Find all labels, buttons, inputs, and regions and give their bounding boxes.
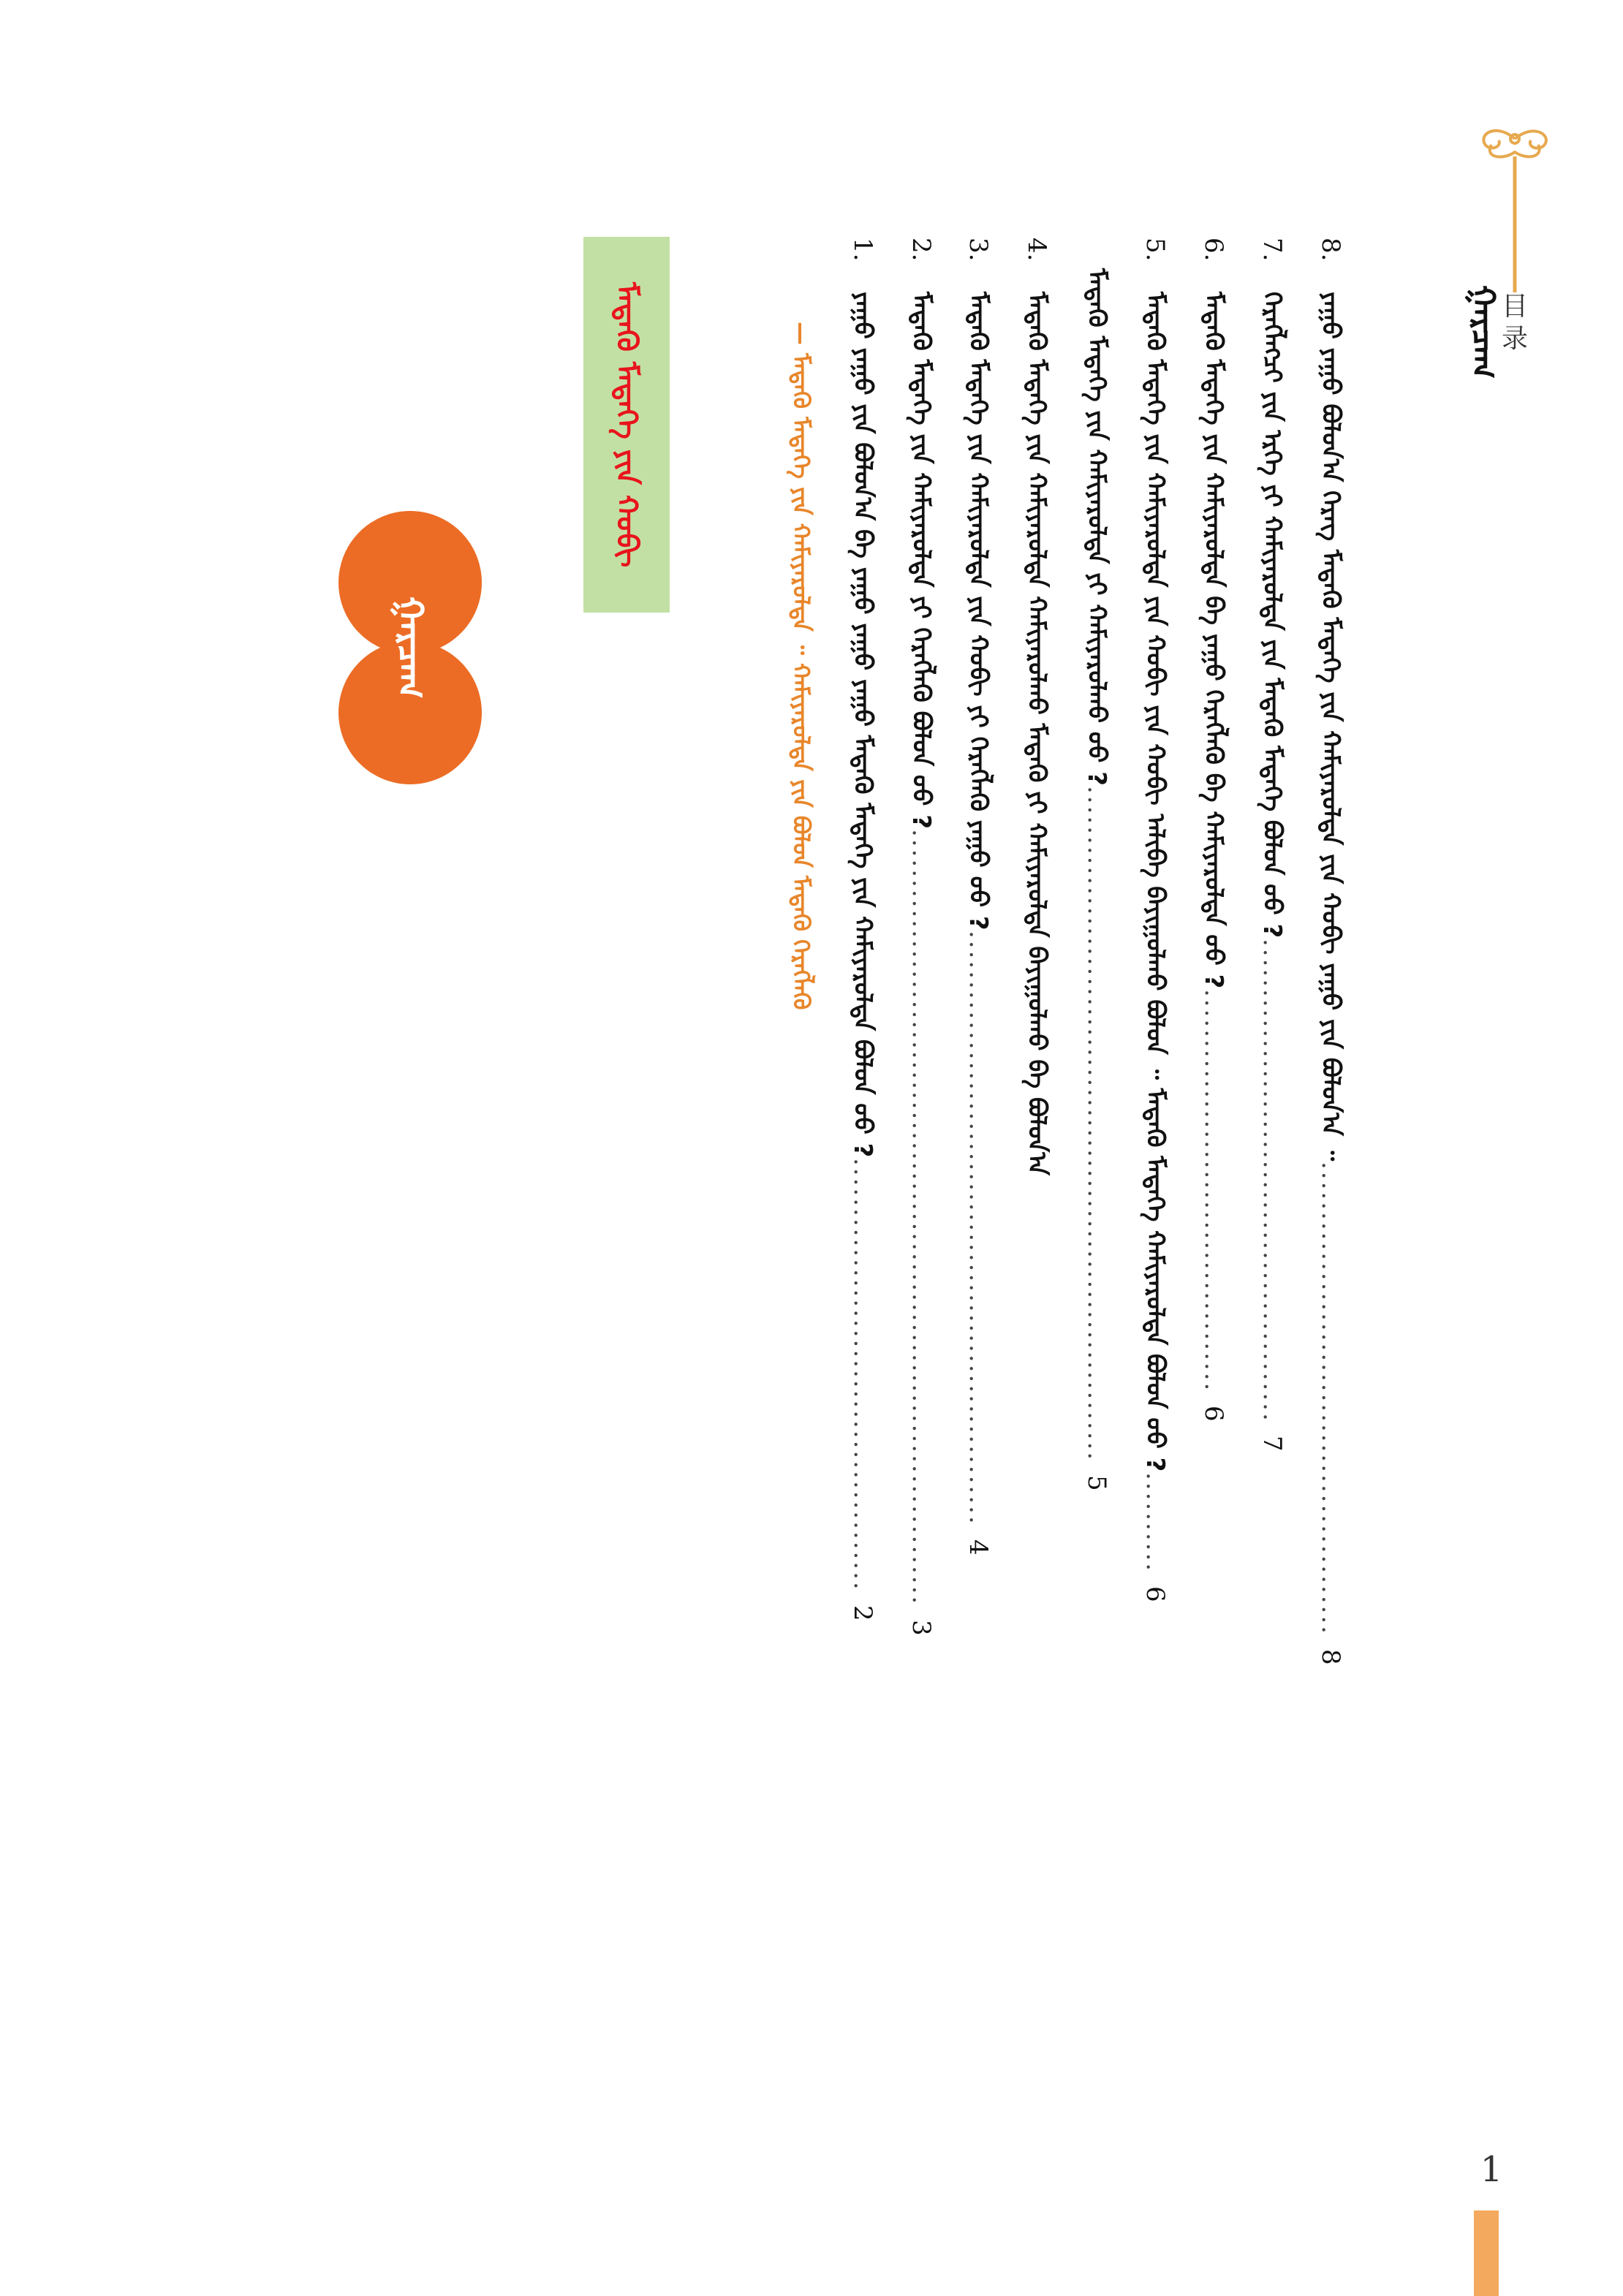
toc-entry-page: 4 <box>964 1539 993 1556</box>
toc-leader-dots: ........................................................... <box>964 931 993 1526</box>
toc-entry[interactable] <box>1075 238 1119 2087</box>
toc-leader-dots: ........................................ <box>1199 988 1228 1393</box>
toc-leader-dots: .......... <box>1140 1471 1170 1573</box>
toc-entry[interactable] <box>1192 238 1236 2087</box>
header-ornament-icon <box>1462 117 1565 307</box>
toc-entry-number: 6. <box>1199 238 1228 262</box>
toc-entry[interactable] <box>956 238 1000 2087</box>
toc-leader-dots: ................................................ <box>1257 938 1287 1423</box>
toc-entry-title: ᠮᠡᠳᠡᠬᠦ ᠮᠡᠳᠡᠭᠡ ᠶᠢᠨ ᠬᠠᠮᠢᠶᠠᠷᠤᠯᠲᠠ ᠪᠠ ᠶᠠᠭᠤ ᠬᠡᠷᠡᠭᠯᠡᠬᠦ ᠪᠡ ᠬᠠᠮᠢᠶᠠᠷᠤᠯᠲᠠ ᠤᠤ ? <box>1199 292 1228 989</box>
toc-entry-number: 7. <box>1257 238 1287 262</box>
page-number: 1 <box>1480 2149 1503 2190</box>
toc-entry[interactable] <box>1015 238 1059 2087</box>
toc-entry[interactable] <box>1309 238 1352 2087</box>
toc-entry-number: 1. <box>848 238 877 262</box>
contents-badge-label: ᠭᠠᠷᠴᠠᠭ <box>390 596 431 699</box>
toc-entry-number: 2. <box>907 238 936 262</box>
toc-entry-page: 6 <box>1140 1585 1170 1602</box>
toc-entry-page: 2 <box>848 1604 877 1621</box>
chapter-title: ᠮᠡᠳᠡᠬᠦ ᠮᠡᠳᠡᠭᠡ ᠶᠢᠨ ᠬᠤᠪᠢ <box>610 281 643 568</box>
toc-leader-dots: ........................................... <box>848 1157 877 1592</box>
toc-entry-page: 3 <box>907 1619 936 1636</box>
toc-entry-title: ᠮᠡᠳᠡᠬᠦ ᠮᠡᠳᠡᠭᠡ ᠶᠢᠨ ᠬᠠᠮᠢᠶᠠᠷᠤᠯᠲᠠ ᠶᠢᠨ ᠬᠤᠪᠢ ᠶᠢᠨ ᠬᠤᠪᠢ ᠠᠯᠢᠪᠠ ᠪᠠᠶᠢᠭᠤᠯᠬᠤ ᠪᠣᠯᠤᠨ ᠃ ᠮᠡᠳᠡᠬᠦ ᠮᠡᠳᠡᠭᠡ ᠬᠠᠮᠢᠶᠠᠷᠤᠯᠲᠠ ᠪᠣᠯᠤᠨ ᠤᠤ ? <box>1140 292 1170 1472</box>
page-edge-tab <box>1474 2210 1499 2296</box>
toc-entry-page: 7 <box>1257 1436 1287 1452</box>
toc-leader-dots: ............................................... <box>1316 1161 1345 1636</box>
toc-entry-number: 3. <box>964 238 993 262</box>
toc-entry-number: 8. <box>1316 238 1345 262</box>
toc-entry-number: 4. <box>1022 238 1051 262</box>
header-section-chinese: 目录 <box>1502 292 1529 354</box>
toc-entry[interactable] <box>899 238 943 2087</box>
header-section-mongolian: ᠭᠠᠷᠴᠠᠭ <box>1464 285 1502 379</box>
toc-entry[interactable] <box>841 238 885 2087</box>
toc-entry-title: ᠶᠠᠭᠤ ᠶᠠᠭᠤ ᠪᠣᠯᠤᠨ᠎ᠠ ᠬᠡᠷᠡᠭ ᠮᠡᠳᠡᠬᠦ ᠮᠡᠳᠡᠭᠡ ᠶᠢᠨ ᠬᠠᠮᠢᠶᠠᠷᠤᠯᠲᠠ ᠶᠢᠨ ᠬᠤᠪᠢ ᠶᠠᠭᠤ ᠶᠢᠨ ᠪᠣᠯᠤᠨ᠎ᠠ ᠃ <box>1316 292 1345 1162</box>
toc-entry[interactable] <box>1133 238 1177 2087</box>
toc-entry-number: 5. <box>1140 238 1170 262</box>
toc-entry-page: 8 <box>1316 1648 1345 1665</box>
toc-entry[interactable] <box>1250 238 1294 2087</box>
toc-entry-title: ᠮᠡᠳᠡᠬᠦ ᠮᠡᠳᠡᠭᠡ ᠶᠢᠨ ᠬᠠᠮᠢᠶᠠᠷᠤᠯᠲᠠ ᠶᠢ ᠬᠠᠮᠢᠶᠠᠷᠤᠯᠬᠤ ᠤᠤ ? <box>1082 268 1111 786</box>
toc-leader-dots: ............................................................................. <box>907 829 936 1607</box>
toc-leader-dots: ................................................................... <box>1082 785 1111 1463</box>
chapter-subtitle: — ᠮᠡᠳᠡᠬᠦ ᠮᠡᠳᠡᠭᠡ ᠶᠢᠨ ᠬᠠᠮᠢᠶᠠᠷᠤᠯᠲᠠ ᠃ ᠬᠠᠮᠢᠶᠠᠷᠤᠯᠲᠠ ᠶᠢᠨ ᠪᠣᠯᠤᠨ ᠮᠡᠳᠡᠬᠦ ᠬᠡᠷᠡᠭᠯᠡᠬᠦ <box>787 322 815 1010</box>
chapter-title-box <box>583 237 670 613</box>
toc-entry-title: ᠬᠡᠷᠡᠭᠯᠡᠭᠴᠢ ᠶᠢᠨ ᠡᠷᠬᠡ ᠶᠢ ᠬᠠᠮᠢᠶᠠᠷᠤᠯᠲᠠ ᠶᠢᠨ ᠮᠡᠳᠡᠬᠦ ᠮᠡᠳᠡᠭᠡ ᠪᠣᠯᠤᠨ ᠤᠤ ? <box>1257 292 1287 939</box>
toc-entry-page: 5 <box>1082 1475 1111 1491</box>
toc-entry-title: ᠮᠡᠳᠡᠬᠦ ᠮᠡᠳᠡᠭᠡ ᠶᠢᠨ ᠬᠠᠮᠢᠶᠠᠷᠤᠯᠲᠠ ᠶᠢ ᠬᠡᠷᠡᠭᠯᠡᠬᠦ ᠪᠣᠯᠤᠨ ᠤᠤ ? <box>907 292 936 830</box>
toc-entry-title: ᠮᠡᠳᠡᠬᠦ ᠮᠡᠳᠡᠭᠡ ᠶᠢᠨ ᠬᠠᠮᠢᠶᠠᠷᠤᠯᠲᠠ ᠬᠠᠮᠢᠶᠠᠷᠤᠯᠬᠤ ᠮᠡᠳᠡᠬᠦ ᠶᠢ ᠬᠠᠮᠢᠶᠠᠷᠤᠯᠲᠠ ᠪᠠᠶᠢᠭᠤᠯᠬᠤ ᠪᠠ ᠪᠣᠯᠤᠨ᠎ᠠ <box>1022 292 1051 1176</box>
toc-entry-title: ᠶᠠᠭᠤ ᠶᠠᠭᠤ ᠶᠢᠨ ᠪᠣᠯᠤᠨ᠎ᠠ ᠪᠠ ᠶᠠᠭᠤ ᠶᠠᠭᠤ ᠶᠠᠭᠤ ᠮᠡᠳᠡᠬᠦ ᠮᠡᠳᠡᠭᠡ ᠶᠢᠨ ᠬᠠᠮᠢᠶᠠᠷᠤᠯᠲᠠ ᠪᠣᠯᠤᠨ ᠤᠤ ? <box>848 292 877 1158</box>
toc-entry-page: 6 <box>1199 1406 1228 1422</box>
toc-entry-title: ᠮᠡᠳᠡᠬᠦ ᠮᠡᠳᠡᠭᠡ ᠶᠢᠨ ᠬᠠᠮᠢᠶᠠᠷᠤᠯᠲᠠ ᠶᠢᠨ ᠬᠤᠪᠢ ᠶᠢ ᠬᠡᠷᠡᠭᠯᠡᠬᠦ ᠶᠠᠭᠤ ᠤᠤ ? <box>964 292 993 931</box>
